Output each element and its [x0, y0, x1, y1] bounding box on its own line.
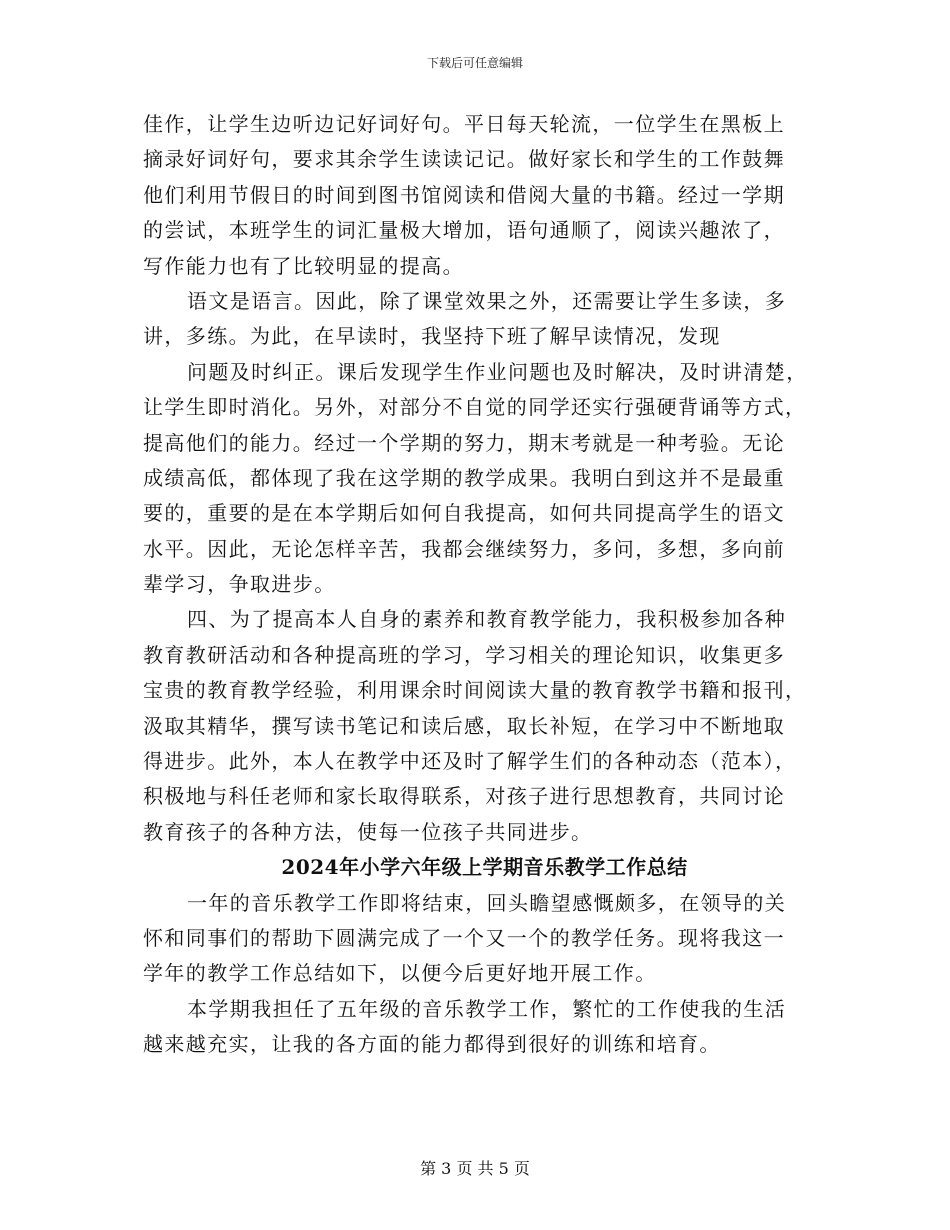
text-line: 水平。因此，无论怎样辛苦，我都会继续努力，多问，多想，多向前 [143, 536, 785, 561]
text-line: 得进步。此外，本人在教学中还及时了解学生们的各种动态（范本）， [143, 749, 797, 774]
text-line: 越来越充实，让我的各方面的能力都得到很好的训练和培育。 [143, 1032, 721, 1057]
text-line: 讲，多练。为此，在早读时，我坚持下班了解早读情况，发现 [143, 324, 721, 349]
text-line: 本学期我担任了五年级的音乐教学工作，繁忙的工作使我的生活 [187, 996, 787, 1021]
text-line: 提高他们的能力。经过一个学期的努力，期末考就是一种考验。无论 [143, 430, 785, 455]
text-line: 让学生即时消化。另外，对部分不自觉的同学还实行强硬背诵等方式， [143, 395, 807, 420]
section-title: 2024年小学六年级上学期音乐教学工作总结 [281, 855, 688, 880]
text-line: 的尝试，本班学生的词汇量极大增加，语句通顺了，阅读兴趣浓了， [143, 218, 785, 243]
page-footer: 第 3 页 共 5 页 [420, 1159, 530, 1178]
text-line: 佳作，让学生边听边记好词好句。平日每天轮流，一位学生在黑板上 [143, 112, 785, 136]
document-body [143, 107, 808, 1063]
text-line: 学年的教学工作总结如下，以便今后更好地开展工作。 [143, 961, 657, 986]
text-line: 汲取其精华，撰写读书笔记和读后感，取长补短，在学习中不断地取 [143, 713, 785, 738]
text-line: 积极地与科任老师和家长取得联系，对孩子进行思想教育，共同讨论 [143, 784, 785, 809]
text-line: 教育教研活动和各种提高班的学习，学习相关的理论知识，收集更多 [143, 642, 785, 667]
body-paragraphs [143, 107, 808, 850]
text-line: 辈学习，争取进步。 [143, 572, 336, 597]
text-line: 他们利用节假日的时间到图书馆阅读和借阅大量的书籍。经过一学期 [143, 182, 785, 207]
page-header: 下载后可任意编辑 [426, 56, 523, 70]
text-line: 写作能力也有了比较明显的提高。 [143, 253, 464, 278]
text-line: 一年的音乐教学工作即将结束，回头瞻望感慨颇多，在领导的关 [187, 890, 787, 915]
text-line: 教育孩子的各种方法，使每一位孩子共同进步。 [143, 819, 593, 844]
text-line: 成绩高低，都体现了我在这学期的教学成果。我明白到这并不是最重 [143, 465, 785, 490]
text-line: 怀和同事们的帮助下圆满完成了一个又一个的教学任务。现将我这一 [143, 925, 785, 950]
text-line: 四、为了提高本人自身的素养和教育教学能力，我积极参加各种 [187, 607, 787, 632]
text-line: 摘录好词好句，要求其余学生读读记记。做好家长和学生的工作鼓舞 [143, 147, 785, 172]
text-line: 宝贵的教育教学经验，利用课余时间阅读大量的教育教学书籍和报刊， [143, 678, 807, 703]
text-line: 要的，重要的是在本学期后如何自我提高，如何共同提高学生的语文 [143, 501, 785, 526]
text-line: 语文是语言。因此，除了课堂效果之外，还需要让学生多读，多 [187, 288, 787, 313]
section-paragraphs [143, 886, 808, 1063]
text-line: 问题及时纠正。课后发现学生作业问题也及时解决，及时讲清楚， [187, 359, 808, 384]
